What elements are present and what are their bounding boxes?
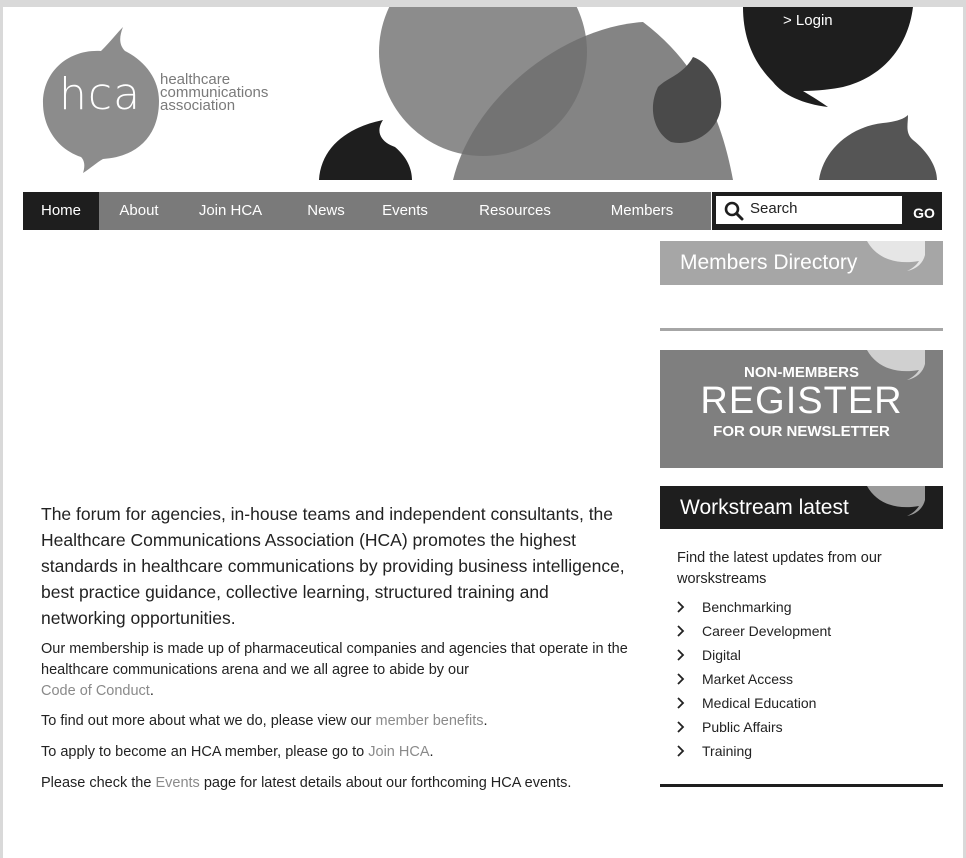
page [3,7,963,858]
workstream-item-label: Medical Education [702,695,817,711]
list-item[interactable] [677,619,831,643]
register-line-nonmembers: NON-MEMBERS [744,364,859,381]
nav-item-events[interactable]: Events [382,202,428,219]
chevron-right-icon [677,673,685,685]
workstream-item-label: Career Development [702,623,832,639]
membership-end: . [149,683,154,699]
register-line-register: REGISTER [700,380,903,422]
apply-text: To apply to become an HCA member, please go to [41,744,365,760]
search-go-button[interactable]: GO [913,205,935,221]
list-item[interactable] [677,715,831,739]
workstream-item-label: Benchmarking [702,599,792,615]
main-nav [23,192,711,230]
speech-bubble-icon [867,241,925,271]
list-item[interactable] [677,643,831,667]
speech-bubble-icon [867,486,925,516]
events-post-text: page for latest details about our forthcoming HCA events. [203,775,572,791]
workstream-title: Workstream latest [680,496,849,519]
login-link[interactable]: > Login [783,12,833,29]
nav-item-members[interactable]: Members [610,202,674,219]
nav-item-news[interactable]: News [307,202,345,219]
events-paragraph [41,773,633,794]
workstream-description: Find the latest updates from our worskstreams [677,550,882,587]
sidebar-divider [660,328,943,331]
apply-paragraph [41,742,633,763]
chevron-right-icon [677,601,685,613]
site-header [3,7,963,180]
workstream-item-label: Market Access [702,671,794,687]
search-icon [724,201,744,221]
events-pre-text: Please check the [41,775,152,791]
chevron-right-icon [677,649,685,661]
membership-text: Our membership is made up of pharmaceutical companies and agencies that operate in the healthcare communications arena and we all agree to abide by our [41,641,628,678]
chevron-right-icon [677,625,685,637]
list-item[interactable] [677,691,831,715]
list-item[interactable] [677,739,831,763]
workstream-item-label: Digital [702,647,741,663]
logo-hca-text[interactable]: hca [59,69,142,120]
list-item[interactable] [677,595,831,619]
nav-item-about[interactable]: About [119,202,159,219]
join-hca-link[interactable]: Join HCA [368,744,430,760]
code-of-conduct-link[interactable]: Code of Conduct [41,683,150,699]
search-bar [712,192,942,230]
events-link[interactable]: Events [155,775,200,791]
nav-item-join-hca[interactable]: Join HCA [198,202,263,219]
nav-item-resources[interactable]: Resources [479,202,551,219]
chevron-right-icon [677,697,685,709]
apply-end: . [429,744,434,760]
nav-item-home[interactable]: Home [23,192,99,230]
sidebar-bottom-divider [660,784,943,787]
members-directory-button[interactable] [660,241,943,285]
member-benefits-link[interactable]: member benefits [375,713,484,729]
list-item[interactable] [677,667,831,691]
search-input[interactable] [750,200,890,217]
find-text: To find out more about what we do, please view our [41,713,372,729]
logo-full-name: healthcare communications association [160,71,269,114]
chevron-right-icon [677,721,685,733]
register-line-newsletter: FOR OUR NEWSLETTER [713,423,890,440]
search-box [716,196,902,224]
find-out-paragraph [41,711,633,732]
chevron-right-icon [677,745,685,757]
workstream-list [677,595,831,763]
find-end: . [483,713,488,729]
intro-text: The forum for agencies, in-house teams and independent consultants, the Healthcare Communications Association (HCA) promotes the highest standards in healthcare communications by providing business intelligence, best practice guidance, collective learning, structured training and networking opportunities. [41,504,625,628]
newsletter-register-banner[interactable] [660,350,943,468]
workstream-header [660,486,943,529]
workstream-item-label: Public Affairs [702,719,783,735]
workstream-item-label: Training [702,743,753,759]
membership-paragraph [41,639,633,702]
members-directory-label: Members Directory [680,251,858,274]
